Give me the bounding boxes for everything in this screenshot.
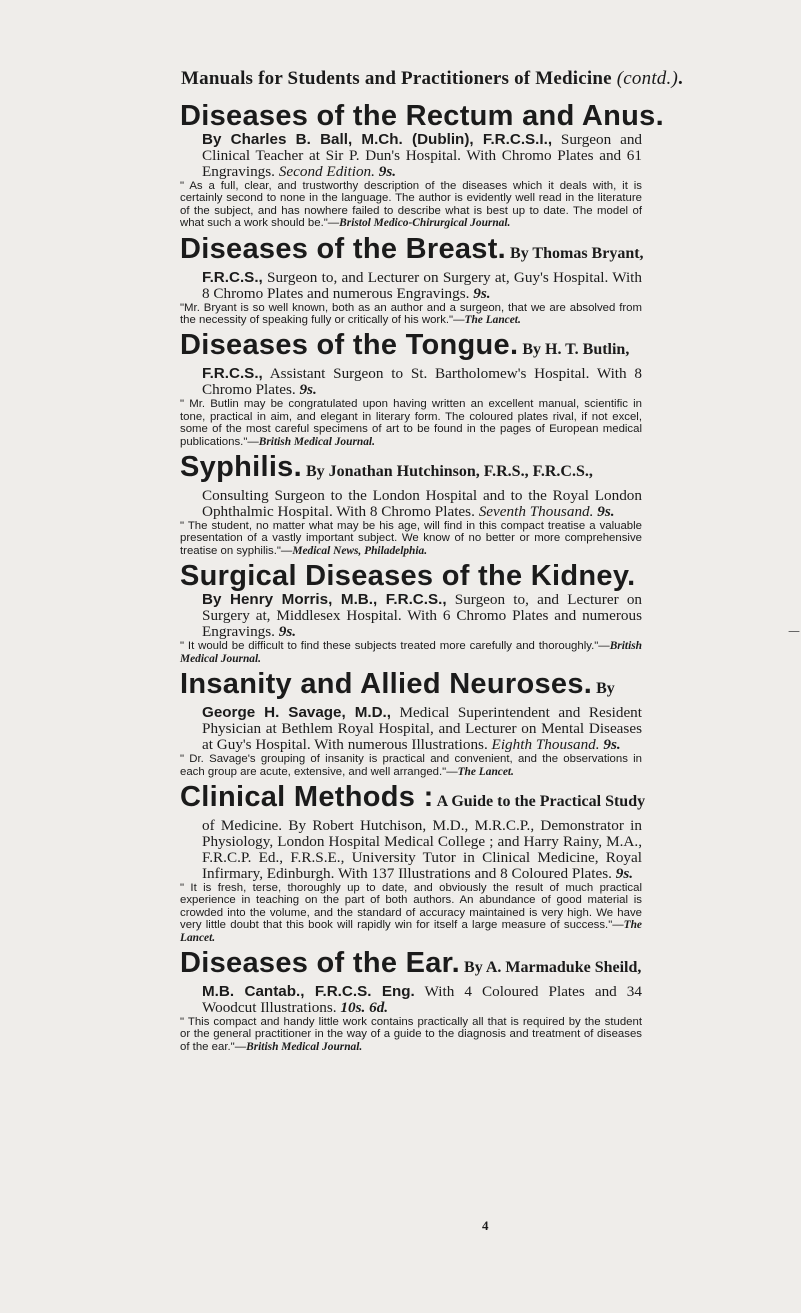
margin-mark: — [788,624,800,638]
review-quote [180,520,642,557]
book-price: 9s. [597,503,615,521]
book-title [180,780,646,818]
book-title-text: Diseases of the Rectum and Anus. [180,100,664,132]
book-title [180,451,642,488]
book-description [180,132,642,180]
book-price: 9s. [278,623,297,641]
catalogue-column [180,100,664,1056]
book-entry [180,560,642,665]
review-source: Bristol Medico-Chirurgical Journal. [339,217,511,230]
review-text: " This compact and handy little work contains practically all that is required by the student or the general practitioner in the way of a guide to the diagnosis and treatment of diseases of the ear."— [180,1015,642,1053]
review-text: " As a full, clear, and trustworthy description of the diseases which it deals with, it is certainly second to none in the language. The author is evidently well read in the literature of the subject, and has nowhere failed to describe what is best up to date. The model of what such a work should be."— [180,180,642,230]
book-title-text: Surgical Diseases of the Kidney. [180,560,636,593]
book-author: By Henry Morris, M.B., F.R.C.S., [202,591,447,609]
review-text: " Dr. Savage's grouping of insanity is practical and convenient, and the observations in each group are acute, extensive, and well arranged."— [180,753,642,778]
book-title-text: Syphilis. [180,451,302,484]
book-entry [180,329,642,448]
review-text: " Mr. Butlin may be congratulated upon having written an excellent manual, scientific in tone, practical in aim, and elegant in literary form. The coloured plates rival, if not excel, some of the most careful specimens of art to be found in the pages of European medical publications."— [180,398,642,448]
book-author: F.R.C.S., [202,268,263,286]
page-header [181,68,683,90]
book-entry [180,233,642,327]
book-title-text: Insanity and Allied Neuroses. [180,668,593,701]
book-author: M.B. Cantab., F.R.C.S. Eng. [202,982,415,1000]
book-description [180,818,642,882]
book-title-text: Clinical Methods : [180,780,434,813]
book-details: Surgeon to, and Lecturer on Surgery at, Guy's Hospital. With 8 Chromo Plates and numerous Engravings. [202,268,642,302]
header-contd: (contd.) [616,68,678,89]
book-price: 9s. [299,381,317,399]
book-author-inline: By H. T. Butlin, [518,341,630,359]
book-description [180,366,642,398]
book-title-text: Diseases of the Ear. [180,946,461,979]
review-source: Medical News, Philadelphia. [292,544,428,557]
review-source: British Medical Journal. [246,1040,363,1053]
review-text: " The student, no matter what may be his age, will find in this compact treatise a valuable presentation of a vastly important subject. We know of no better or more comprehensive treatise on syphilis."— [180,520,642,557]
book-title [180,668,642,705]
review-source: The Lancet. [464,314,521,327]
book-author: F.R.C.S., [202,365,263,383]
book-title-text: Diseases of the Breast. [180,232,507,265]
book-price: 10s. 6d. [340,998,389,1016]
book-title [180,100,664,132]
book-entry [180,947,642,1053]
book-author: George H. Savage, M.D., [202,704,391,722]
book-title-text: Diseases of the Tongue. [180,329,519,362]
book-price: 9s. [473,284,491,302]
book-details: Assistant Surgeon to St. Bartholomew's Hospital. With 8 Chromo Plates. [202,365,642,399]
book-entry [180,780,646,944]
book-details: Medical Superintendent and Resident Physician at Bethlem Royal Hospital, and Lecturer on Mental Diseases at Guy's Hospital. With numerous Illustrations. [202,704,642,754]
book-title [180,947,642,984]
book-price: 9s. [615,864,634,882]
book-description [180,488,642,520]
review-quote [180,180,642,230]
review-text: "Mr. Bryant is so well known, both as an author and a surgeon, that we are absolved from the necessity of speaking fully or critically of his work."— [180,301,642,327]
page-number: 4 [482,1218,489,1233]
review-quote [180,302,642,327]
book-author-inline: By A. Marmaduke Sheild, [460,958,642,976]
book-details: Consulting Surgeon to the London Hospital and to the Royal London Ophthalmic Hospital. With 8 Chromo Plates. [202,487,642,521]
book-edition: Second Edition. [278,163,375,180]
book-edition: Seventh Thousand. [478,503,594,521]
book-details: of Medicine. By Robert Hutchison, M.D., M.R.C.P., Demonstrator in Physiology, London Hospital Medical College ; and Harry Rainy, M.A., F.R.C.P. Ed., F.R.S.E., University Tutor in Clinical Medicine, Royal Infirmary, Edinburgh. With 137 Illustrations and 8 Coloured Plates. [202,816,642,882]
book-entry [180,451,642,557]
book-price: 9s. [603,736,621,754]
review-source: British Medical Journal. [258,435,375,448]
book-details: Surgeon and Clinical Teacher at Sir P. Dun's Hospital. With Chromo Plates and 61 Engravings. [202,131,643,180]
review-quote [180,1016,642,1053]
review-source: The Lancet. [180,919,642,944]
book-author-inline: By Jonathan Hutchinson, F.R.S., F.R.C.S., [301,463,593,481]
book-description [180,592,642,640]
review-text: " It is fresh, terse, thoroughly up to date, and obviously the result of much practical experience in teaching on the part of both authors. An abundance of good material is crowded into the volume, and the standard of accuracy maintained is very high. We have very little doubt that this book will rapidly win for itself a large measure of success."— [180,881,642,932]
header-text: Manuals for Students and Practitioners of Medicine [181,68,617,89]
book-title [180,560,642,592]
book-details: With 4 Coloured Plates and 34 Woodcut Illustrations. [202,982,642,1016]
book-description [180,705,642,753]
book-entry [180,668,642,778]
book-title [180,233,642,270]
book-author: By Charles B. Ball, M.Ch. (Dublin), F.R.C.S.I., [202,131,553,148]
book-title [180,329,642,366]
book-author-inline: A Guide to the Practical Study [433,792,646,810]
header-end: . [677,68,683,89]
book-edition: Eighth Thousand. [491,736,600,754]
book-details: Surgeon to, and Lecturer on Surgery at, Middlesex Hospital. With 6 Chromo Plates and numerous Engravings. [202,591,643,641]
review-quote [180,882,642,944]
review-quote [180,640,642,665]
review-quote [180,398,642,448]
book-author-inline: By Thomas Bryant, [506,244,644,262]
book-author-inline: By [592,680,615,698]
review-text: " It would be difficult to find these subjects treated more carefully and thoroughly."— [180,640,610,653]
review-source: British Medical Journal. [180,640,642,665]
review-source: The Lancet. [457,765,514,778]
book-price: 9s. [378,163,397,180]
review-quote [180,753,642,778]
book-entry [180,100,664,230]
book-description [180,270,642,302]
book-description [180,984,642,1016]
